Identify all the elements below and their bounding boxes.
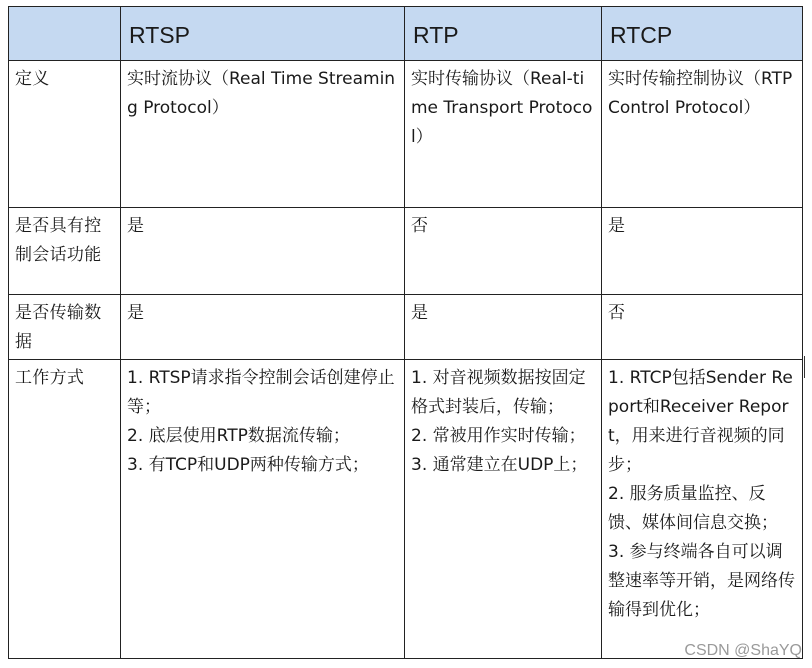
cell-rtp bbox=[405, 295, 602, 360]
cell-line: 2. 服务质量监控、反馈、媒体间信息交换； bbox=[608, 484, 778, 533]
cell-line: 1. RTSP请求指令控制会话创建停止等； bbox=[127, 368, 395, 417]
header-cell-empty bbox=[9, 7, 121, 61]
cell-line: 1. RTCP包括Sender Report和Receiver Report，用来进行音视频的同步； bbox=[608, 368, 793, 475]
cell-line: 3. 参与终端各自可以调整速率等开销，是网络传输得到优化； bbox=[608, 542, 795, 620]
header-cell-rtsp: RTSP bbox=[121, 7, 405, 61]
row-label: 工作方式 bbox=[9, 360, 121, 659]
header-row bbox=[9, 7, 803, 61]
table-row-data-transfer bbox=[9, 295, 803, 360]
header-cell-rtcp: RTCP bbox=[602, 7, 803, 61]
cell-rtsp bbox=[121, 208, 405, 295]
cell-line: 实时传输控制协议（RTP Control Protocol） bbox=[608, 69, 793, 118]
cell-rtcp bbox=[602, 295, 803, 360]
cell-rtsp bbox=[121, 360, 405, 659]
cell-line: 是 bbox=[608, 216, 625, 236]
table-row-definition bbox=[9, 61, 803, 208]
cell-line: 2. 常被用作实时传输； bbox=[411, 426, 586, 446]
cell-rtsp bbox=[121, 295, 405, 360]
cell-rtcp bbox=[602, 208, 803, 295]
cell-line: 1. 对音视频数据按固定格式封装后，传输； bbox=[411, 368, 586, 417]
header-cell-rtp: RTP bbox=[405, 7, 602, 61]
cell-line: 实时传输协议（Real-time Transport Protocol） bbox=[411, 69, 593, 147]
cell-line: 是 bbox=[411, 303, 428, 323]
comparison-table bbox=[8, 6, 803, 659]
table-row-session-control bbox=[9, 208, 803, 295]
watermark: CSDN @ShaYQ bbox=[684, 642, 802, 659]
cell-rtcp bbox=[602, 61, 803, 208]
cell-rtsp bbox=[121, 61, 405, 208]
cell-line: 是 bbox=[127, 216, 144, 236]
cell-line: 否 bbox=[608, 303, 625, 323]
cell-line: 3. 通常建立在UDP上； bbox=[411, 455, 588, 475]
row-label: 是否传输数据 bbox=[9, 295, 121, 360]
cell-rtcp bbox=[602, 360, 803, 659]
cell-line: 否 bbox=[411, 216, 428, 236]
row-label: 定义 bbox=[9, 61, 121, 208]
cell-rtp bbox=[405, 61, 602, 208]
table-row-working-mode bbox=[9, 360, 803, 659]
cell-line: 实时流协议（Real Time Streaming Protocol） bbox=[127, 69, 396, 118]
cell-line: 3. 有TCP和UDP两种传输方式； bbox=[127, 455, 369, 475]
row-label: 是否具有控制会话功能 bbox=[9, 208, 121, 295]
text-cursor bbox=[804, 356, 805, 378]
cell-line: 是 bbox=[127, 303, 144, 323]
cell-rtp bbox=[405, 208, 602, 295]
cell-rtp bbox=[405, 360, 602, 659]
cell-line: 2. 底层使用RTP数据流传输； bbox=[127, 426, 350, 446]
